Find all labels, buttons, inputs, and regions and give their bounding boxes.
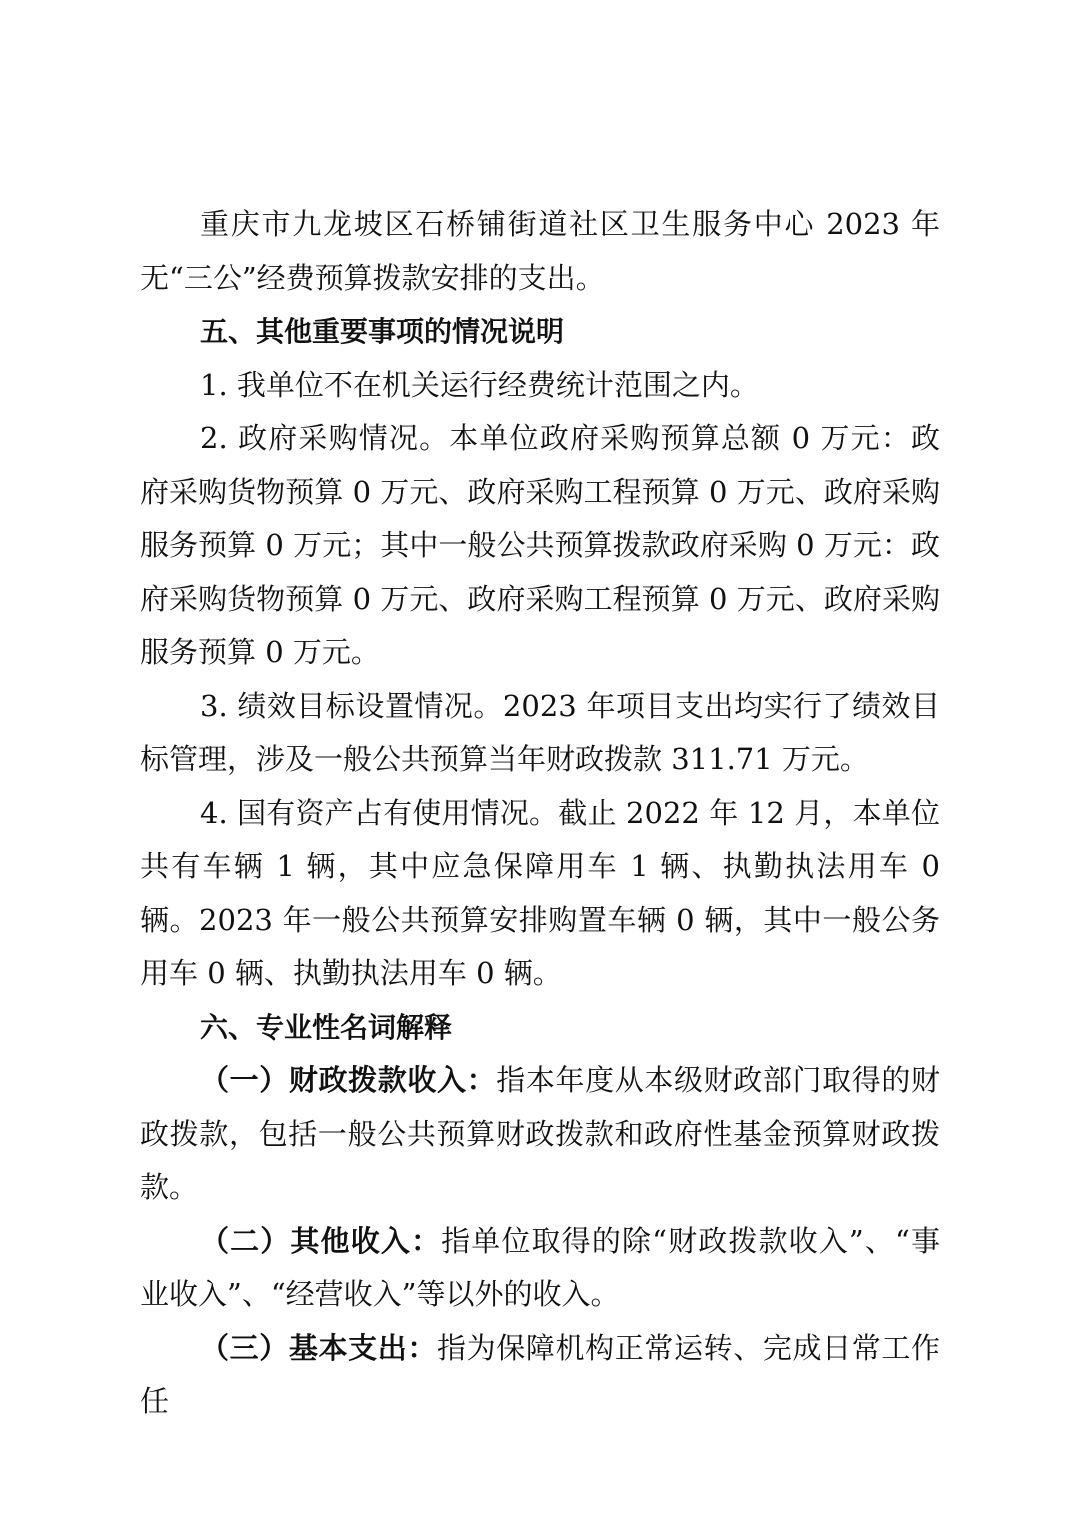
definition-1-term: （一）财政拨款收入：	[200, 1063, 497, 1097]
definition-3-term: （三）基本支出：	[200, 1330, 437, 1365]
item-2-procurement: 2. 政府采购情况。本单位政府采购预算总额 0 万元：政府采购货物预算 0 万元、政府采购工程预算 0 万元、政府采购服务预算 0 万元；其中一般公共预算拨款政府采购 0 万元：政府采购货物预算 0 万元、政府采购工程预算 0 万元、政府采购服务预算 0 万元。	[140, 421, 940, 669]
item-4-assets: 4. 国有资产占有使用情况。截止 2022 年 12 月，本单位共有车辆 1 辆，其中应急保障用车 1 辆、执勤执法用车 0 辆。2023 年一般公共预算安排购置车辆 0 辆，其中一般公务用车 0 辆、执勤执法用车 0 辆。	[140, 795, 940, 990]
item-1: 1. 我单位不在机关运行经费统计范围之内。	[200, 367, 759, 402]
definition-2-text: 指单位取得的除“财政拨款收入”、“事业收入”、“经营收入”等以外的收入。	[140, 1223, 940, 1311]
section-heading-5: 五、其他重要事项的情况说明	[200, 315, 565, 348]
document-page	[140, 198, 940, 1429]
item-3-performance: 3. 绩效目标设置情况。2023 年项目支出均实行了绩效目标管理，涉及一般公共预算当年财政拨款 311.71 万元。	[140, 688, 940, 776]
definition-3	[140, 1322, 940, 1429]
definition-1-text: 指本年度从本级财政部门取得的财政拨款，包括一般公共预算财政拨款和政府性基金预算财政拨款。	[140, 1063, 940, 1204]
definition-3-text: 指为保障机构正常运转、完成日常工作任	[140, 1330, 940, 1418]
definition-2-term: （二）其他收入：	[200, 1223, 442, 1258]
paragraph-sangong: 重庆市九龙坡区石桥铺街道社区卫生服务中心 2023 年无“三公”经费预算拨款安排的支出。	[140, 207, 940, 295]
definition-1	[140, 1054, 940, 1215]
section-heading-6: 六、专业性名词解释	[200, 1010, 453, 1044]
definition-2	[140, 1215, 940, 1322]
